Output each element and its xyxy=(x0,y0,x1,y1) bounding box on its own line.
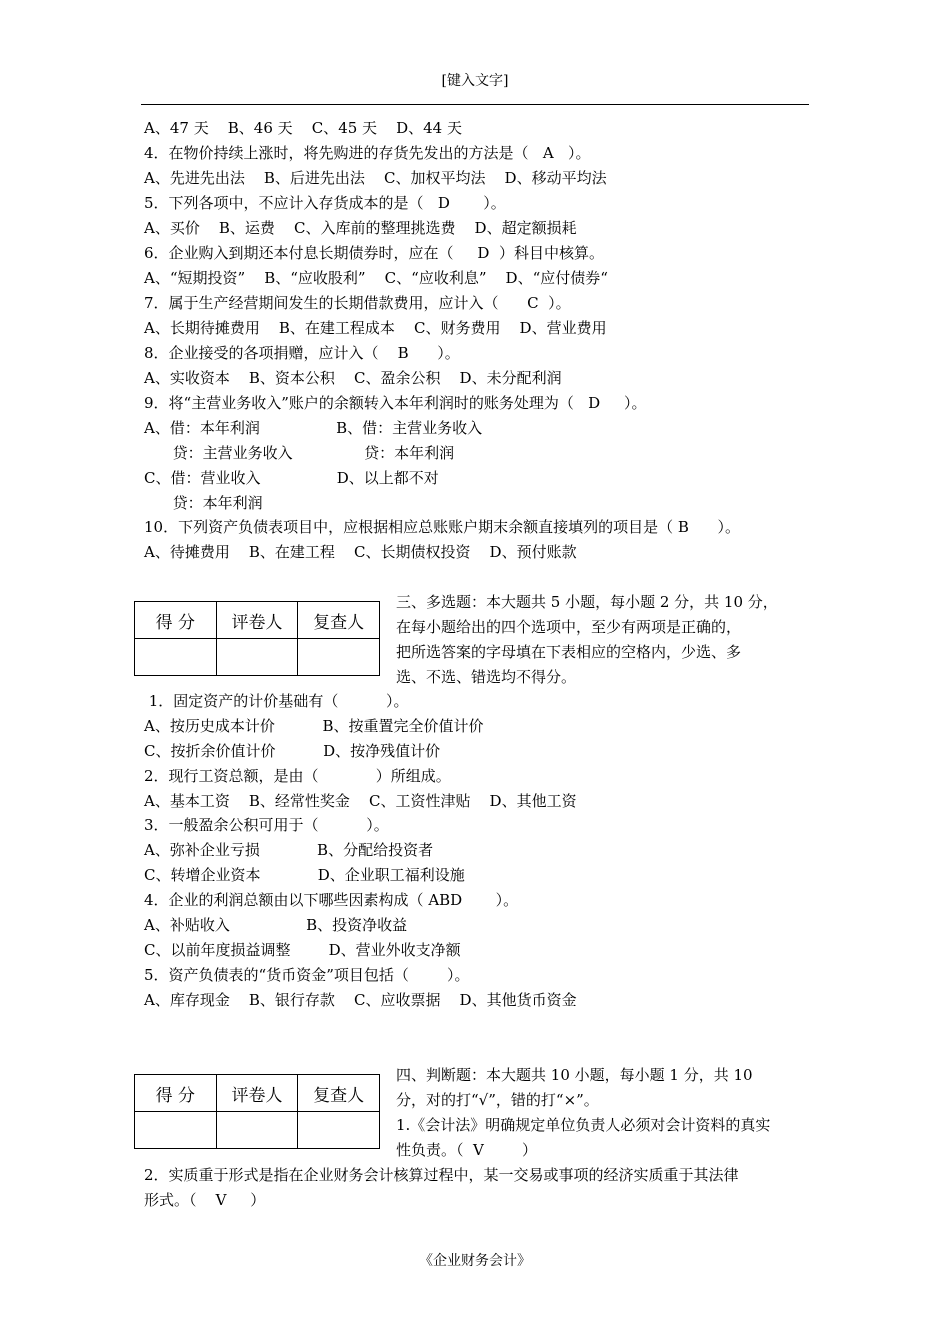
text-line: A、按历史成本计价 B、按重置完全价值计价 xyxy=(144,717,484,735)
text-line: C、以前年度损益调整 D、营业外收支净额 xyxy=(144,941,461,959)
reviewer-header: 复查人 xyxy=(298,602,380,639)
text-line: A、借：本年利润 B、借：主营业务收入 xyxy=(144,419,483,437)
text-line: 8．企业接受的各项捐赠，应计入（ B ）。 xyxy=(144,344,460,362)
text-line: A、实收资本 B、资本公积 C、盈余公积 D、未分配利润 xyxy=(144,369,562,387)
text-line: 1.《会计法》明确规定单位负责人必须对会计资料的真实 xyxy=(396,1116,771,1134)
text-line: A、补贴收入 B、投资净收益 xyxy=(144,916,408,934)
text-line: 贷：本年利润 xyxy=(144,494,263,512)
text-line: C、转增企业资本 D、企业职工福利设施 xyxy=(144,866,465,884)
score-cell[interactable] xyxy=(135,639,217,676)
page-footer: 《企业财务会计》 xyxy=(419,1253,531,1269)
text-line: A、47 天 B、46 天 C、45 天 D、44 天 xyxy=(144,119,462,137)
text-line: A、先进先出法 B、后进先出法 C、加权平均法 D、移动平均法 xyxy=(144,169,607,187)
text-line: 10．下列资产负债表项目中，应根据相应总账账户期末余额直接填列的项目是（ B ）。 xyxy=(144,518,740,536)
text-line: A、库存现金 B、银行存款 C、应收票据 D、其他货币资金 xyxy=(144,991,577,1009)
text-line: 4．企业的利润总额由以下哪些因素构成（ ABD ）。 xyxy=(144,891,519,909)
score-header: 得 分 xyxy=(135,602,217,639)
text-line: 5．资产负债表的“货币资金”项目包括（ ）。 xyxy=(144,966,470,984)
text-line: 四、判断题：本大题共 10 小题，每小题 1 分，共 10 xyxy=(396,1066,753,1084)
score-table xyxy=(134,601,380,676)
text-line: A、待摊费用 B、在建工程 C、长期债权投资 D、预付账款 xyxy=(144,543,577,561)
grader-cell[interactable] xyxy=(216,1112,298,1149)
grader-header: 评卷人 xyxy=(216,1075,298,1112)
text-line: 性负责。（ V ） xyxy=(396,1141,538,1159)
reviewer-cell[interactable] xyxy=(298,1112,380,1149)
text-line: A、长期待摊费用 B、在建工程成本 C、财务费用 D、营业费用 xyxy=(144,319,607,337)
text-line: A、买价 B、运费 C、入库前的整理挑选费 D、超定额损耗 xyxy=(144,219,577,237)
text-line: A、基本工资 B、经常性奖金 C、工资性津贴 D、其他工资 xyxy=(144,792,577,810)
text-line: 4．在物价持续上涨时，将先购进的存货先发出的方法是（ A ）。 xyxy=(144,144,591,162)
text-line: 形式。（ V ） xyxy=(144,1191,266,1209)
grader-cell[interactable] xyxy=(216,639,298,676)
text-line: 7．属于生产经营期间发生的长期借款费用，应计入（ C ）。 xyxy=(144,294,571,312)
text-line: 3．一般盈余公积可用于（ ）。 xyxy=(144,816,389,834)
grader-header: 评卷人 xyxy=(216,602,298,639)
text-line: 9．将“主营业务收入”账户的余额转入本年利润时的账务处理为（ D ）。 xyxy=(144,394,647,412)
score-header: 得 分 xyxy=(135,1075,217,1112)
reviewer-cell[interactable] xyxy=(298,639,380,676)
score-table xyxy=(134,1074,380,1149)
text-line: 把所选答案的字母填在下表相应的空格内，少选、多 xyxy=(396,643,742,661)
text-line: 6．企业购入到期还本付息长期债券时，应在（ D ）科目中核算。 xyxy=(144,244,604,262)
reviewer-header: 复查人 xyxy=(298,1075,380,1112)
page-header: [键入文字] xyxy=(441,73,509,89)
text-line: 分，对的打“√”，错的打“×”。 xyxy=(396,1091,599,1109)
text-line: 1．固定资产的计价基础有（ ）。 xyxy=(144,692,409,710)
text-line: 贷：主营业务收入 贷：本年利润 xyxy=(144,444,455,462)
header-rule xyxy=(141,104,809,105)
text-line: 在每小题给出的四个选项中，至少有两项是正确的， xyxy=(396,618,742,636)
text-line: 2．实质重于形式是指在企业财务会计核算过程中，某一交易或事项的经济实质重于其法律 xyxy=(144,1166,739,1184)
text-line: 选、不选、错选均不得分。 xyxy=(396,668,577,686)
text-line: C、借：营业收入 D、以上都不对 xyxy=(144,469,439,487)
text-line: A、弥补企业亏损 B、分配给投资者 xyxy=(144,841,434,859)
text-line: 2．现行工资总额，是由（ ）所组成。 xyxy=(144,767,451,785)
score-cell[interactable] xyxy=(135,1112,217,1149)
text-line: A、“短期投资” B、“应收股利” C、“应收利息” D、“应付债券“ xyxy=(144,269,608,287)
text-line: 三、多选题：本大题共 5 小题，每小题 2 分，共 10 分， xyxy=(396,593,778,611)
text-line: C、按折余价值计价 D、按净残值计价 xyxy=(144,742,441,760)
text-line: 5．下列各项中，不应计入存货成本的是（ D ）。 xyxy=(144,194,506,212)
